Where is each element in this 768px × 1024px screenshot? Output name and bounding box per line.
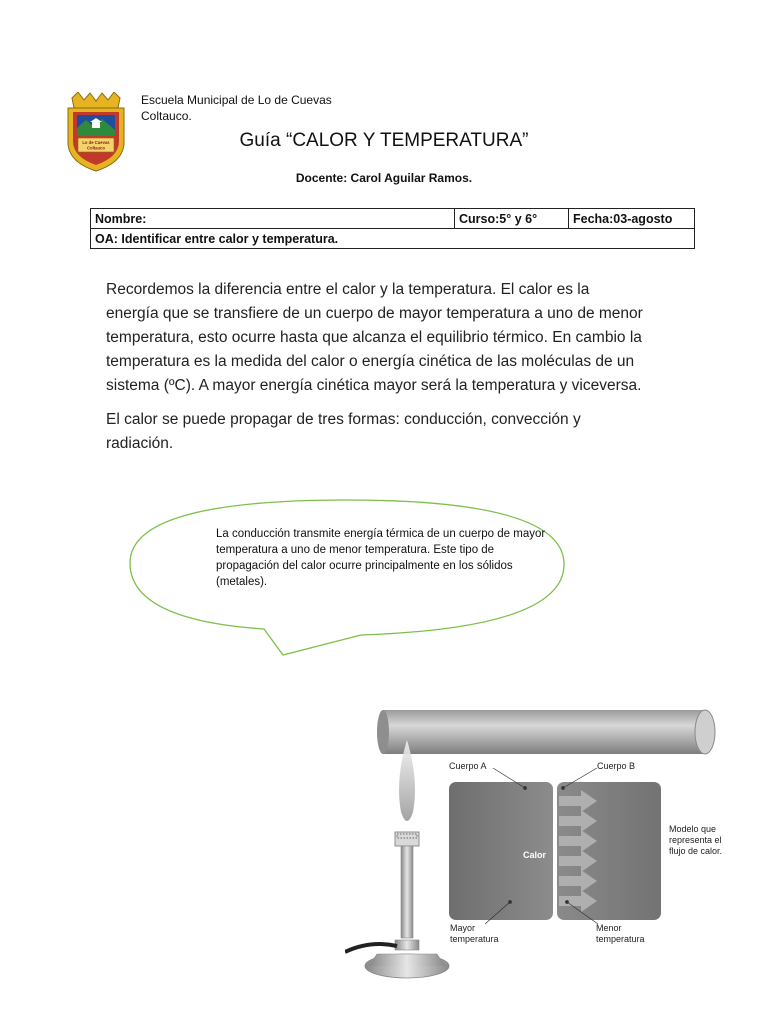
model-caption: [669, 824, 722, 857]
objective-cell: OA: Identificar entre calor y temperatura.: [91, 229, 695, 249]
bunsen-burner-icon: [345, 832, 449, 978]
school-name: Escuela Municipal de Lo de Cuevas: [141, 93, 332, 107]
curso-cell: Curso:5° y 6°: [455, 209, 569, 229]
lower-temperature-line: temperatura: [596, 934, 645, 944]
nombre-cell[interactable]: Nombre:: [91, 209, 455, 229]
svg-text:Coltauco: Coltauco: [87, 145, 105, 151]
table-row: [91, 229, 695, 249]
school-header: [141, 92, 332, 124]
heat-label: Calor: [523, 850, 547, 860]
body-a-label: Cuerpo A: [449, 761, 487, 771]
student-info-table: [90, 208, 695, 249]
page-title: Guía “CALOR Y TEMPERATURA”: [239, 130, 529, 151]
table-row: [91, 209, 695, 229]
conduction-figure: [345, 700, 740, 990]
paragraph-definition: Recordemos la diferencia entre el calor y la temperatura. El calor es la energía que se transfiere de un cuerpo de mayor temperatura a uno de menor temperatura, esto ocurre hasta que alcanza el equilibrio térmico. En cambio la temperatura es la medida del calor o energía cinética de las moléculas de un sistema (ºC). A mayor energía cinética mayor será la temperatura y viceversa.: [106, 281, 643, 394]
higher-temperature-label: [450, 923, 499, 945]
school-location: Coltauco.: [141, 109, 192, 123]
bubble-text: La conducción transmite energía térmica de un cuerpo de mayor temperatura a uno de menor temperatura. Este tipo de propagación del calor ocurre principalmente en los sólidos (metales).: [216, 528, 546, 588]
lower-temperature-label: [596, 923, 645, 945]
body-b-label: Cuerpo B: [597, 761, 636, 771]
model-caption-line: flujo de calor.: [669, 846, 723, 856]
model-caption-line: Modelo que: [669, 824, 717, 834]
fecha-cell: Fecha:03-agosto: [569, 209, 695, 229]
higher-temperature-line: Mayor: [450, 923, 476, 933]
intro-text: [106, 278, 646, 466]
metal-tube: [377, 710, 715, 754]
svg-text:Lo de Cuevas: Lo de Cuevas: [82, 140, 110, 145]
model-caption-line: representa el: [669, 835, 722, 845]
lower-temperature-line: Menor: [596, 923, 622, 933]
higher-temperature-line: temperatura: [450, 934, 499, 944]
paragraph-propagation: El calor se puede propagar de tres formas: conducción, convección y radiación.: [106, 411, 581, 452]
teacher-name: Docente: Carol Aguilar Ramos.: [295, 171, 473, 185]
